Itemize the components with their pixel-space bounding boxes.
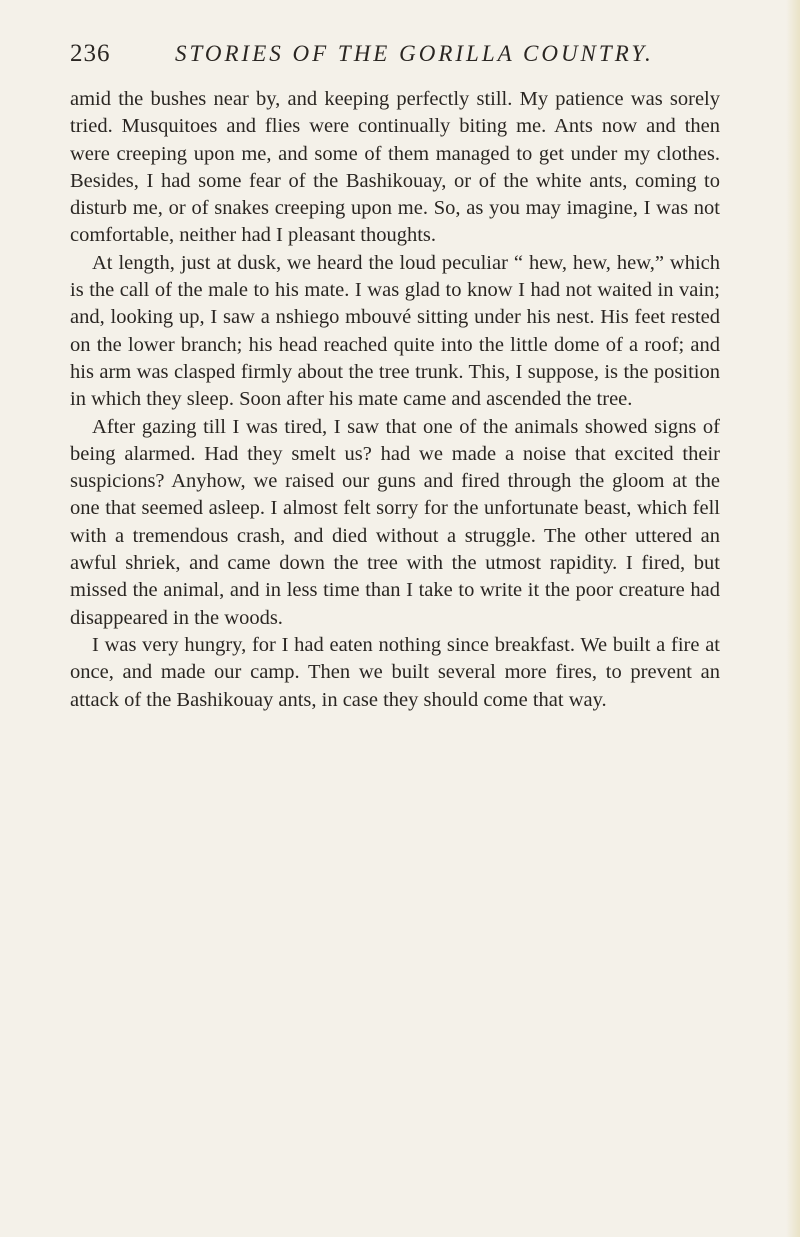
- body-text: [70, 86, 720, 714]
- paragraph-1: amid the bushes near by, and keeping perfectly still. My patience was sorely tried. Musquitoes and flies were continually biting me. Ants now and then were creeping upon me, and some of them managed to get under my clothes. Besides, I had some fear of the Bashikouay, or of the white ants, coming to disturb me, or of snakes creeping upon me. So, as you may imagine, I was not comfortable, neither had I pleasant thoughts.: [70, 88, 720, 247]
- paragraph-3: After gazing till I was tired, I saw that one of the animals showed signs of being alarmed. Had they smelt us? had we made a noise that excited their suspicions? Anyhow, we raised our guns and fired through the gloom at the one that seemed asleep. I almost felt sorry for the unfortunate beast, which fell with a tremendous crash, and died without a struggle. The other uttered an awful shriek, and came down the tree with the utmost rapidity. I fired, but missed the animal, and in less time than I take to write it the poor creature had disappeared in the woods.: [70, 415, 720, 629]
- page-number: 236: [70, 40, 111, 67]
- running-title: STORIES OF THE GORILLA COUNTRY.: [175, 41, 654, 66]
- paragraph-4: I was very hungry, for I had eaten nothing since breakfast. We built a fire at once, and made our camp. Then we built several more fires, to prevent an attack of the Bashikouay ants, in case they should come that way.: [70, 633, 720, 711]
- page-edge-shade: [786, 0, 800, 1237]
- page-header: [70, 40, 720, 74]
- paragraph-2: At length, just at dusk, we heard the loud peculiar “ hew, hew, hew,” which is the call of the male to his mate. I was glad to know I had not waited in vain; and, looking up, I saw a nshiego mbouvé sitting under his nest. His feet rested on the lower branch; his head reached quite into the little dome of a roof; and his arm was clasped firmly about the tree trunk. This, I suppose, is the position in which they sleep. Soon after his mate came and ascended the tree.: [70, 251, 720, 411]
